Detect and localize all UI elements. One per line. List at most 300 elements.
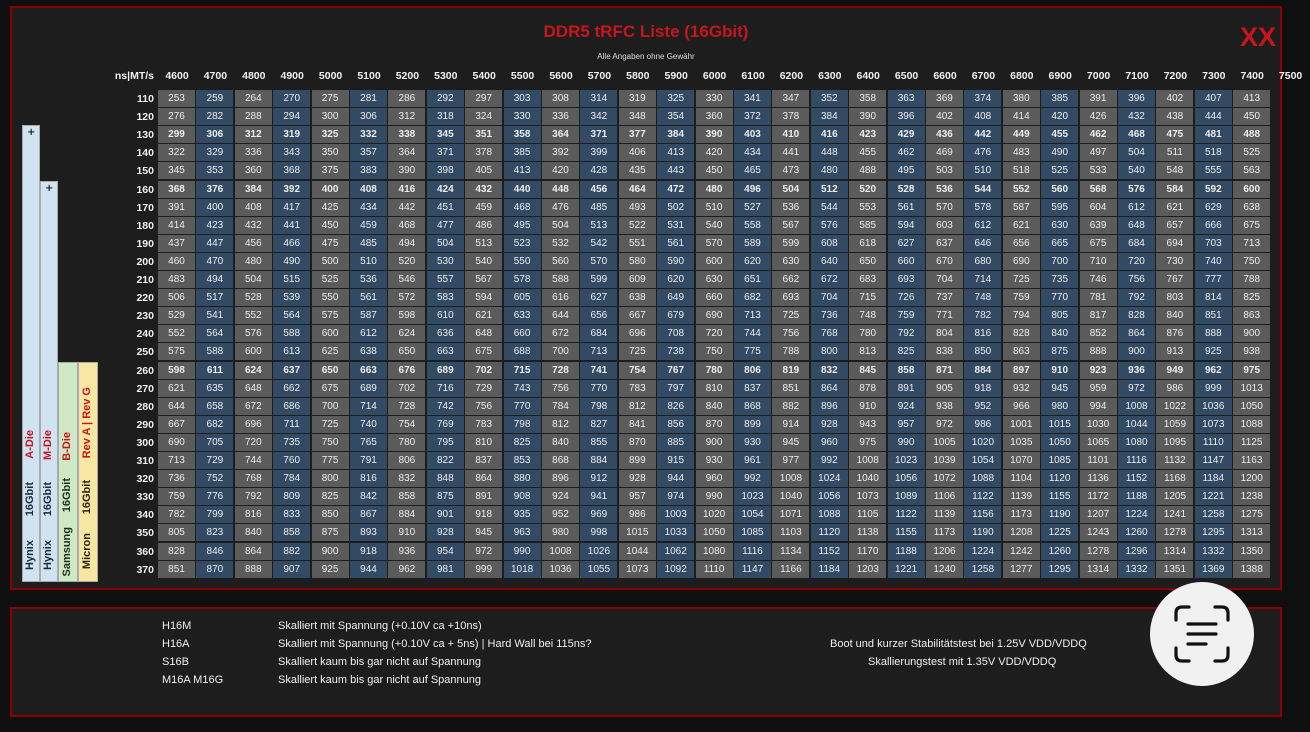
trfc-cell: 1003 xyxy=(657,506,694,523)
trfc-cell: 1085 xyxy=(734,524,771,541)
trfc-cell: 497 xyxy=(1080,144,1117,161)
trfc-cell: 1120 xyxy=(1041,470,1078,487)
trfc-cell: 899 xyxy=(619,452,656,469)
trfc-cell: 612 xyxy=(1118,199,1155,216)
row-ns-label: 160 xyxy=(136,183,154,196)
trfc-cell: 899 xyxy=(734,416,771,433)
trfc-cell: 1033 xyxy=(657,524,694,541)
trfc-cell: 544 xyxy=(811,199,848,216)
trfc-cell: 618 xyxy=(849,235,886,252)
trfc-cell: 578 xyxy=(504,271,541,288)
plus-icon: + xyxy=(45,183,54,194)
trfc-cell: 960 xyxy=(811,434,848,451)
trfc-cell: 580 xyxy=(619,253,656,270)
trfc-cell: 490 xyxy=(273,253,310,270)
trfc-cell: 672 xyxy=(811,271,848,288)
trfc-cell: 460 xyxy=(158,253,195,270)
trfc-cell: 613 xyxy=(273,343,310,360)
trfc-cell: 913 xyxy=(1156,343,1193,360)
trfc-cell: 837 xyxy=(734,380,771,397)
trfc-cell: 825 xyxy=(312,488,349,505)
table-row xyxy=(136,380,1272,398)
speed-column-header: 6700 xyxy=(971,70,996,82)
trfc-cell: 630 xyxy=(1041,217,1078,234)
trfc-cell: 713 xyxy=(158,452,195,469)
trfc-cell: 1120 xyxy=(811,524,848,541)
trfc-cell: 539 xyxy=(273,289,310,306)
trfc-cell: 1205 xyxy=(1156,488,1193,505)
trfc-cell: 936 xyxy=(388,543,425,560)
trfc-cell: 918 xyxy=(350,543,387,560)
speed-column-header: 5000 xyxy=(318,70,343,82)
trfc-cell: 378 xyxy=(772,108,809,125)
trfc-cell: 420 xyxy=(542,162,579,179)
trfc-cell: 587 xyxy=(1003,199,1040,216)
trfc-cell: 1166 xyxy=(772,561,809,578)
trfc-cell: 604 xyxy=(1080,199,1117,216)
trfc-cell: 282 xyxy=(196,108,233,125)
trfc-cell: 744 xyxy=(235,452,272,469)
trfc-cell: 354 xyxy=(657,108,694,125)
page-subtitle: Alle Angaben ohne Gewähr xyxy=(597,52,695,61)
trfc-cell: 938 xyxy=(1233,343,1270,360)
trfc-cell: 823 xyxy=(196,524,233,541)
trfc-cell: 525 xyxy=(1233,144,1270,161)
trfc-cell: 888 xyxy=(235,561,272,578)
trfc-cell: 686 xyxy=(273,398,310,415)
row-ns-label: 290 xyxy=(136,418,154,431)
trfc-cell: 572 xyxy=(388,289,425,306)
trfc-cell: 385 xyxy=(1041,90,1078,107)
trfc-cell: 852 xyxy=(1080,325,1117,342)
trfc-cell: 665 xyxy=(1041,235,1078,252)
trfc-cell: 322 xyxy=(158,144,195,161)
trfc-cell: 576 xyxy=(1118,181,1155,198)
trfc-cell: 864 xyxy=(465,470,502,487)
trfc-cell: 297 xyxy=(465,90,502,107)
trfc-cell: 357 xyxy=(350,144,387,161)
trfc-cell: 332 xyxy=(350,126,387,143)
trfc-cell: 1088 xyxy=(811,506,848,523)
trfc-cell: 500 xyxy=(312,253,349,270)
trfc-cell: 853 xyxy=(504,452,541,469)
table-row xyxy=(136,108,1272,126)
trfc-cell: 561 xyxy=(888,199,925,216)
row-ns-label: 230 xyxy=(136,310,154,323)
trfc-cell: 423 xyxy=(196,217,233,234)
trfc-cell: 550 xyxy=(504,253,541,270)
trfc-cell: 576 xyxy=(811,217,848,234)
trfc-cell: 399 xyxy=(580,144,617,161)
trfc-cell: 495 xyxy=(888,162,925,179)
trfc-cell: 1313 xyxy=(1233,524,1270,541)
trfc-cell: 992 xyxy=(734,470,771,487)
trfc-cell: 936 xyxy=(1118,362,1155,379)
table-row xyxy=(136,452,1272,470)
trfc-cell: 826 xyxy=(657,398,694,415)
trfc-cell: 875 xyxy=(427,488,464,505)
trfc-cell: 528 xyxy=(888,181,925,198)
trfc-cell: 390 xyxy=(696,126,733,143)
speed-column-header: 7000 xyxy=(1086,70,1111,82)
trfc-cell: 503 xyxy=(926,162,963,179)
speed-column-header: 6500 xyxy=(894,70,919,82)
trfc-cell: 1110 xyxy=(1195,434,1232,451)
trfc-cell: 797 xyxy=(657,380,694,397)
trfc-cell: 746 xyxy=(1080,271,1117,288)
trfc-cell: 690 xyxy=(1003,253,1040,270)
trfc-cell: 875 xyxy=(312,524,349,541)
speed-column-header: 7300 xyxy=(1202,70,1226,82)
trfc-cell: 338 xyxy=(388,126,425,143)
trfc-cell: 683 xyxy=(849,271,886,288)
trfc-cell: 483 xyxy=(158,271,195,288)
row-ns-label: 180 xyxy=(136,219,154,232)
table-row xyxy=(136,434,1272,452)
trfc-cell: 875 xyxy=(1041,343,1078,360)
trfc-cell: 548 xyxy=(1156,162,1193,179)
trfc-cell: 784 xyxy=(542,398,579,415)
plus-icon: + xyxy=(27,127,36,138)
trfc-cell: 620 xyxy=(734,253,771,270)
trfc-cell: 672 xyxy=(542,325,579,342)
trfc-cell: 330 xyxy=(696,90,733,107)
trfc-cell: 782 xyxy=(158,506,195,523)
trfc-cell: 1101 xyxy=(1080,452,1117,469)
trfc-cell: 1240 xyxy=(926,561,963,578)
trfc-cell: 670 xyxy=(926,253,963,270)
trfc-cell: 684 xyxy=(580,325,617,342)
trfc-cell: 841 xyxy=(619,416,656,433)
trfc-cell: 536 xyxy=(926,181,963,198)
trfc-cell: 690 xyxy=(696,307,733,324)
trfc-cell: 510 xyxy=(350,253,387,270)
note-text: Skalliert mit Spannung (+0.10V ca + 5ns) | Hard Wall bei 115ns? xyxy=(278,638,592,650)
trfc-cell: 576 xyxy=(235,325,272,342)
page-title: DDR5 tRFC Liste (16Gbit) xyxy=(543,22,749,41)
trfc-cell: 870 xyxy=(696,416,733,433)
trfc-cell: 759 xyxy=(888,307,925,324)
trfc-cell: 512 xyxy=(811,181,848,198)
trfc-cell: 980 xyxy=(542,524,579,541)
trfc-cell: 908 xyxy=(504,488,541,505)
trfc-cell: 314 xyxy=(580,90,617,107)
table-row xyxy=(136,181,1272,199)
trfc-cell: 1224 xyxy=(1118,506,1155,523)
trfc-cell: 1044 xyxy=(1118,416,1155,433)
trfc-cell: 544 xyxy=(964,181,1001,198)
table-row xyxy=(136,235,1272,253)
trfc-cell: 944 xyxy=(350,561,387,578)
trfc-cell: 485 xyxy=(580,199,617,216)
trfc-cell: 1136 xyxy=(1080,470,1117,487)
row-ns-label: 340 xyxy=(136,509,154,522)
row-ns-label: 110 xyxy=(137,93,154,105)
trfc-cell: 1008 xyxy=(542,543,579,560)
trfc-cell: 408 xyxy=(235,199,272,216)
trfc-cell: 728 xyxy=(388,398,425,415)
row-ns-label: 310 xyxy=(136,455,154,467)
trfc-cell: 476 xyxy=(542,199,579,216)
trfc-cell: 1152 xyxy=(811,543,848,560)
trfc-cell: 689 xyxy=(427,362,464,379)
trfc-cell: 799 xyxy=(196,506,233,523)
trfc-cell: 319 xyxy=(619,90,656,107)
trfc-cell: 637 xyxy=(273,362,310,379)
trfc-cell: 767 xyxy=(1156,271,1193,288)
trfc-cell: 814 xyxy=(1195,289,1232,306)
trfc-cell: 648 xyxy=(465,325,502,342)
trfc-cell: 907 xyxy=(273,561,310,578)
trfc-cell: 827 xyxy=(580,416,617,433)
trfc-cell: 464 xyxy=(619,181,656,198)
speed-column-header: 6600 xyxy=(933,70,957,82)
trfc-cell: 897 xyxy=(1003,362,1040,379)
trfc-cell: 972 xyxy=(926,416,963,433)
trfc-cell: 1085 xyxy=(1041,452,1078,469)
trfc-cell: 504 xyxy=(772,181,809,198)
trfc-cell: 704 xyxy=(811,289,848,306)
bar-label-hynix-name: Hynix xyxy=(42,540,54,570)
trfc-cell: 675 xyxy=(465,343,502,360)
trfc-cell: 620 xyxy=(657,271,694,288)
trfc-cell: 378 xyxy=(465,144,502,161)
trfc-cell: 798 xyxy=(504,416,541,433)
note-text: Skalliert kaum bis gar nicht auf Spannung xyxy=(278,674,482,686)
trfc-cell: 735 xyxy=(273,434,310,451)
trfc-cell: 1168 xyxy=(1156,470,1193,487)
trfc-cell: 688 xyxy=(504,343,541,360)
trfc-cell: 816 xyxy=(235,506,272,523)
trfc-cell: 438 xyxy=(1156,108,1193,125)
trfc-cell: 1005 xyxy=(926,434,963,451)
speed-column-header: 6000 xyxy=(702,70,727,82)
trfc-cell: 1139 xyxy=(926,506,963,523)
trfc-cell: 656 xyxy=(1003,235,1040,252)
trfc-cell: 962 xyxy=(1195,362,1232,379)
table-row xyxy=(136,126,1272,144)
trfc-cell: 527 xyxy=(734,199,771,216)
trfc-cell: 649 xyxy=(657,289,694,306)
trfc-cell: 319 xyxy=(273,126,310,143)
trfc-cell: 416 xyxy=(388,181,425,198)
trfc-cell: 744 xyxy=(734,325,771,342)
trfc-cell: 711 xyxy=(273,416,310,433)
trfc-cell: 896 xyxy=(811,398,848,415)
trfc-cell: 480 xyxy=(696,181,733,198)
trfc-cell: 783 xyxy=(619,380,656,397)
trfc-cell: 518 xyxy=(1195,144,1232,161)
trfc-cell: 812 xyxy=(542,416,579,433)
trfc-cell: 561 xyxy=(350,289,387,306)
trfc-cell: 952 xyxy=(542,506,579,523)
trfc-cell: 372 xyxy=(734,108,771,125)
trfc-cell: 809 xyxy=(273,488,310,505)
trfc-cell: 442 xyxy=(388,199,425,216)
trfc-cell: 1173 xyxy=(926,524,963,541)
trfc-cell: 828 xyxy=(158,543,195,560)
bar-label-micron-name: Micron xyxy=(81,533,93,570)
trfc-cell: 630 xyxy=(696,271,733,288)
trfc-cell: 621 xyxy=(465,307,502,324)
trfc-cell: 605 xyxy=(504,289,541,306)
trfc-cell: 1275 xyxy=(1233,506,1270,523)
trfc-cell: 490 xyxy=(1041,144,1078,161)
trfc-cell: 510 xyxy=(964,162,1001,179)
trfc-cell: 531 xyxy=(657,217,694,234)
trfc-cell: 595 xyxy=(1041,199,1078,216)
trfc-cell: 858 xyxy=(888,362,925,379)
trfc-cell: 402 xyxy=(1156,90,1193,107)
trfc-cell: 794 xyxy=(1003,307,1040,324)
trfc-cell: 390 xyxy=(388,162,425,179)
speed-column-header: 6800 xyxy=(1010,70,1034,82)
speed-column-header: 5300 xyxy=(434,70,458,82)
trfc-cell: 392 xyxy=(273,181,310,198)
row-ns-label: 140 xyxy=(136,147,154,160)
trfc-cell: 542 xyxy=(580,235,617,252)
table-row xyxy=(136,217,1272,235)
trfc-cell: 558 xyxy=(734,217,771,234)
trfc-cell: 449 xyxy=(1003,126,1040,143)
trfc-cell: 648 xyxy=(1118,217,1155,234)
trfc-cell: 915 xyxy=(657,452,694,469)
trfc-cell: 725 xyxy=(1003,271,1040,288)
trfc-cell: 598 xyxy=(158,362,195,379)
trfc-cell: 621 xyxy=(158,380,195,397)
table-row xyxy=(136,561,1272,579)
trfc-cell: 476 xyxy=(964,144,1001,161)
trfc-cell: 864 xyxy=(235,543,272,560)
trfc-cell: 406 xyxy=(619,144,656,161)
trfc-cell: 318 xyxy=(427,108,464,125)
trfc-cell: 923 xyxy=(1080,362,1117,379)
trfc-cell: 583 xyxy=(427,289,464,306)
trfc-cell: 575 xyxy=(158,343,195,360)
trfc-cell: 986 xyxy=(619,506,656,523)
trfc-cell: 441 xyxy=(273,217,310,234)
trfc-cell: 343 xyxy=(273,144,310,161)
trfc-cell: 1008 xyxy=(849,452,886,469)
trfc-cell: 414 xyxy=(158,217,195,234)
speed-column-header: 5200 xyxy=(395,70,420,82)
trfc-cell: 532 xyxy=(542,235,579,252)
trfc-cell: 878 xyxy=(849,380,886,397)
trfc-cell: 515 xyxy=(273,271,310,288)
trfc-cell: 963 xyxy=(504,524,541,541)
trfc-cell: 935 xyxy=(504,506,541,523)
trfc-cell: 525 xyxy=(312,271,349,288)
trfc-cell: 299 xyxy=(158,126,195,143)
trfc-cell: 891 xyxy=(888,380,925,397)
trfc-cell: 760 xyxy=(273,452,310,469)
trfc-cell: 725 xyxy=(619,343,656,360)
trfc-cell: 1020 xyxy=(696,506,733,523)
trfc-cell: 858 xyxy=(273,524,310,541)
trfc-cell: 621 xyxy=(1156,199,1193,216)
trfc-cell: 977 xyxy=(772,452,809,469)
row-ns-label: 220 xyxy=(136,292,154,305)
trfc-cell: 462 xyxy=(888,144,925,161)
trfc-cell: 563 xyxy=(1233,162,1270,179)
trfc-cell: 644 xyxy=(158,398,195,415)
trfc-cell: 693 xyxy=(772,289,809,306)
trfc-cell: 600 xyxy=(312,325,349,342)
trfc-cell: 480 xyxy=(811,162,848,179)
trfc-cell: 928 xyxy=(619,470,656,487)
trfc-cell: 819 xyxy=(772,362,809,379)
table-row xyxy=(136,470,1272,488)
trfc-cell: 871 xyxy=(926,362,963,379)
trfc-cell: 932 xyxy=(1003,380,1040,397)
trfc-cell: 999 xyxy=(465,561,502,578)
trfc-cell: 1104 xyxy=(1003,470,1040,487)
trfc-cell: 456 xyxy=(580,181,617,198)
trfc-cell: 567 xyxy=(772,217,809,234)
trfc-cell: 828 xyxy=(1118,307,1155,324)
trfc-cell: 1258 xyxy=(964,561,1001,578)
trfc-cell: 1095 xyxy=(1156,434,1193,451)
trfc-cell: 502 xyxy=(657,199,694,216)
table-row xyxy=(137,90,1272,108)
speed-column-header: 4900 xyxy=(280,70,304,82)
trfc-cell: 771 xyxy=(926,307,963,324)
trfc-cell: 568 xyxy=(1080,181,1117,198)
bar-label-samsung-die: B-Die xyxy=(61,432,73,461)
row-ns-label: 260 xyxy=(136,364,154,377)
trfc-cell: 945 xyxy=(465,524,502,541)
trfc-cell: 1208 xyxy=(1003,524,1040,541)
trfc-cell: 560 xyxy=(542,253,579,270)
trfc-cell: 437 xyxy=(158,235,195,252)
trfc-cell: 918 xyxy=(964,380,1001,397)
row-ns-label: 280 xyxy=(136,400,154,413)
trfc-cell: 1023 xyxy=(734,488,771,505)
trfc-cell: 1088 xyxy=(1233,416,1270,433)
trfc-cell: 1050 xyxy=(1041,434,1078,451)
trfc-cell: 624 xyxy=(388,325,425,342)
trfc-cell: 413 xyxy=(504,162,541,179)
trfc-cell: 536 xyxy=(350,271,387,288)
trfc-cell: 1106 xyxy=(926,488,963,505)
trfc-cell: 957 xyxy=(888,416,925,433)
trfc-cell: 851 xyxy=(1195,307,1232,324)
trfc-cell: 1073 xyxy=(1195,416,1232,433)
trfc-cell: 578 xyxy=(964,199,1001,216)
trfc-cell: 495 xyxy=(504,217,541,234)
trfc-cell: 832 xyxy=(811,362,848,379)
trfc-cell: 1022 xyxy=(1156,398,1193,415)
trfc-cell: 941 xyxy=(580,488,617,505)
speed-column-header: 5600 xyxy=(549,70,573,82)
row-ns-label: 270 xyxy=(136,382,154,395)
trfc-cell: 336 xyxy=(235,144,272,161)
trfc-cell: 680 xyxy=(964,253,1001,270)
trfc-cell: 358 xyxy=(504,126,541,143)
trfc-cell: 696 xyxy=(619,325,656,342)
trfc-cell: 540 xyxy=(1118,162,1155,179)
trfc-cell: 638 xyxy=(1233,199,1270,216)
trfc-cell: 994 xyxy=(1080,398,1117,415)
trfc-cell: 840 xyxy=(1156,307,1193,324)
trfc-cell: 850 xyxy=(312,506,349,523)
trfc-cell: 792 xyxy=(235,488,272,505)
trfc-cell: 584 xyxy=(1156,181,1193,198)
speed-column-header: 6400 xyxy=(856,70,880,82)
trfc-cell: 1026 xyxy=(580,543,617,560)
scan-text-button[interactable] xyxy=(1150,582,1254,686)
trfc-cell: 748 xyxy=(849,307,886,324)
